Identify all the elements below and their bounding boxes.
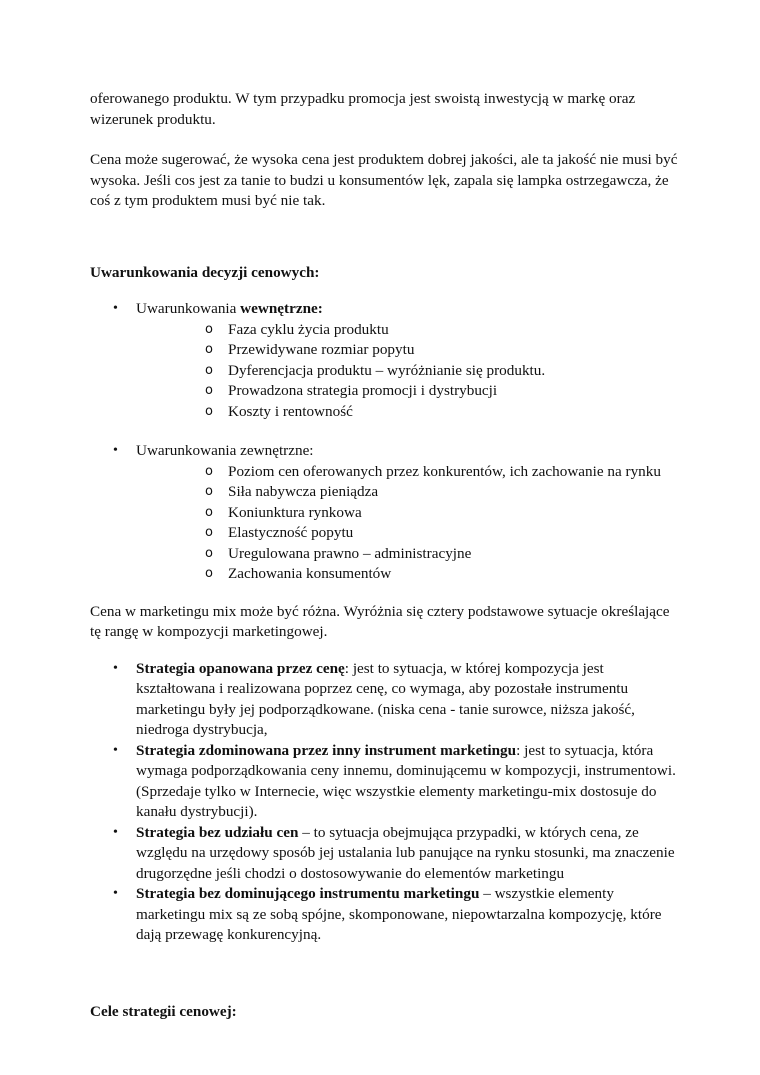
strategy-item: • Strategia opanowana przez cenę: jest to sytuacja, w której kompozycja jest kształtowana i realizowana poprzez cenę, co wymaga, aby pozostałe instrumentu marketingu były jej podporządkowane. (niska cena - tanie surowce, niższa jakość, niedroga dystrybucja, bbox=[113, 659, 635, 738]
circle-bullet-icon: o bbox=[205, 566, 213, 581]
section-heading-pricing-conditions: Uwarunkowania decyzji cenowych: bbox=[90, 263, 320, 281]
intro-paragraph-1: oferowanego produktu. W tym przypadku promocja jest swoistą inwestycją w markę oraz wizerunek produktu. bbox=[90, 90, 636, 128]
list-item: o Zachowania konsumentów bbox=[136, 564, 680, 585]
bullet-icon: • bbox=[113, 886, 118, 901]
circle-bullet-icon: o bbox=[205, 525, 213, 540]
circle-bullet-icon: o bbox=[205, 403, 213, 419]
conditions-list bbox=[90, 299, 680, 585]
strategies-list bbox=[90, 659, 680, 946]
list-item: o Koszty i rentowność bbox=[136, 402, 680, 423]
external-conditions-item: • Uwarunkowania zewnętrzne: o Poziom cen oferowanych przez konkurentów, ich zachowanie na rynku o Siła nabywcza pieniądza o Koniunktura rynkowa o Elastyczność popytu o Uregulowana prawno – administracyjne o Zachowania konsumentów bbox=[90, 441, 680, 585]
list-item: o Uregulowana prawno – administracyjne bbox=[136, 544, 680, 565]
circle-bullet-icon: o bbox=[205, 362, 213, 378]
list-item: o Poziom cen oferowanych przez konkurentów, ich zachowanie na rynku bbox=[136, 462, 680, 483]
bullet-icon: • bbox=[113, 301, 118, 316]
list-item: o Siła nabywcza pieniądza bbox=[136, 482, 680, 503]
circle-bullet-icon: o bbox=[205, 383, 213, 398]
list-item: o Elastyczność popytu bbox=[136, 523, 680, 544]
marketing-mix-paragraph: Cena w marketingu mix może być różna. Wyróżnia się cztery podstawowe sytuacje określające tę rangę w kompozycji marketingowej. bbox=[90, 602, 670, 640]
list-item: o Dyferencjacja produktu – wyróżnianie się produktu. bbox=[136, 361, 680, 382]
internal-conditions-sublist bbox=[136, 320, 680, 423]
bullet-icon: • bbox=[113, 660, 118, 676]
external-conditions-sublist bbox=[136, 462, 680, 585]
strategy-item: • Strategia bez udziału cen – to sytuacja obejmująca przypadki, w których cena, ze względu na urzędowy sposób jej ustalania lub panujące na rynku stosunki, ma znaczenie drugorzędne jeśli chodzi o dostosowywanie do elementów marketingu bbox=[113, 823, 675, 882]
circle-bullet-icon: o bbox=[205, 342, 213, 357]
bullet-icon: • bbox=[113, 742, 118, 758]
internal-conditions-item: • Uwarunkowania wewnętrzne: o Faza cyklu życia produktu o Przewidywane rozmiar popytu o Dyferencjacja produktu – wyróżnianie się produktu. o Prowadzona strategia promocji i dystrybucji o Koszty i rentowność bbox=[90, 299, 680, 422]
list-item: o Faza cyklu życia produktu bbox=[136, 320, 680, 341]
circle-bullet-icon: o bbox=[205, 484, 213, 499]
section-heading-pricing-goals: Cele strategii cenowej: bbox=[90, 1002, 237, 1020]
intro-paragraph-2: Cena może sugerować, że wysoka cena jest produktem dobrej jakości, ale ta jakość nie musi być wysoka. Jeśli cos jest za tanie to budzi u konsumentów lęk, zapala się lampka ostrzegawcza, że coś z tym produktem musi być nie tak. bbox=[90, 151, 678, 209]
bullet-icon: • bbox=[113, 443, 118, 458]
bullet-icon: • bbox=[113, 824, 118, 840]
circle-bullet-icon: o bbox=[205, 463, 213, 479]
document-page bbox=[90, 89, 680, 1022]
circle-bullet-icon: o bbox=[205, 321, 213, 337]
list-item: o Koniunktura rynkowa bbox=[136, 503, 680, 524]
list-item: o Prowadzona strategia promocji i dystrybucji bbox=[136, 381, 680, 402]
strategy-item: • Strategia zdominowana przez inny instrument marketingu: jest to sytuacja, która wymaga podporządkowania ceny innemu, dominującemu w kompozycji, instrumentowi. (Sprzedaje tylko w Internecie, więc wszystkie elementy marketingu-mix dostosuje do kanału dystrybucji). bbox=[113, 741, 676, 820]
strategy-item: • Strategia bez dominującego instrumentu marketingu – wszystkie elementy marketingu mix są ze sobą spójne, skomponowane, niepowtarzalna kompozycję, które dają przewagę konkurencyjną. bbox=[113, 885, 662, 943]
circle-bullet-icon: o bbox=[205, 545, 213, 561]
list-item: o Przewidywane rozmiar popytu bbox=[136, 340, 680, 361]
circle-bullet-icon: o bbox=[205, 504, 213, 520]
